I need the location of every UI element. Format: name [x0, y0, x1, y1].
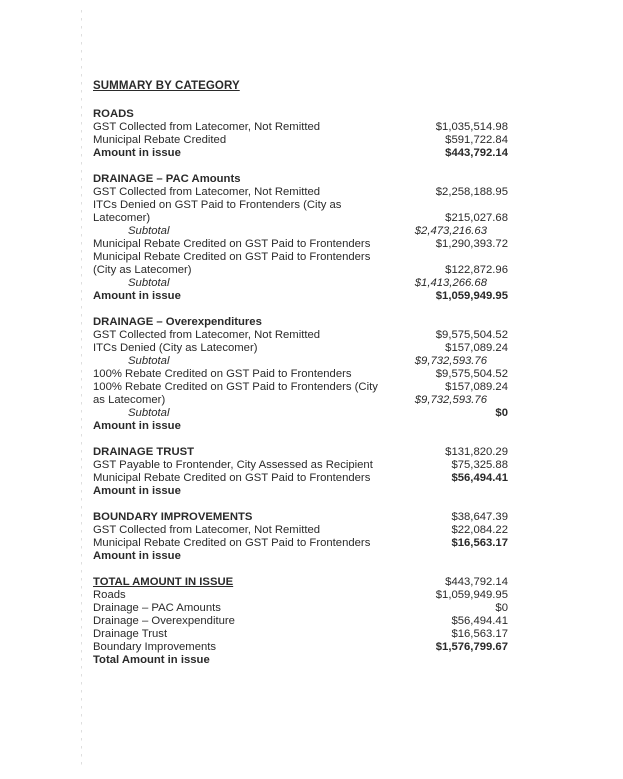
row-amount: $75,325.88 — [451, 459, 508, 471]
row-amount: $157,089.24 — [445, 342, 508, 354]
row-label: GST Collected from Latecomer, Not Remitted — [93, 524, 321, 536]
section-boundary-improvements — [93, 511, 513, 563]
row-amount: $157,089.24 — [445, 381, 508, 393]
row-label: Drainage Trust — [93, 628, 168, 640]
amount-in-issue-value: $443,792.14 — [445, 147, 508, 159]
row-amount: $1,059,949.95 — [435, 589, 508, 601]
subtotal-value: $1,413,266.68 — [414, 277, 487, 289]
section-drainage-pac — [93, 173, 513, 303]
page-title: SUMMARY BY CATEGORY — [93, 80, 240, 92]
section-drainage-overexpenditures — [93, 316, 513, 433]
section-heading: DRAINAGE TRUST — [93, 446, 195, 458]
heading-amount: $443,792.14 — [445, 576, 508, 588]
amount-in-issue-label: Amount in issue — [93, 420, 181, 432]
heading-amount: $131,820.29 — [445, 446, 508, 458]
row-label: GST Collected from Latecomer, Not Remitted — [93, 329, 321, 341]
subtotal-label: Subtotal — [128, 277, 170, 289]
section-roads — [93, 108, 513, 160]
row-label: GST Collected from Latecomer, Not Remitted — [93, 121, 321, 133]
section-total-amount-in-issue — [93, 576, 513, 667]
amount-in-issue-label: Amount in issue — [93, 485, 181, 497]
total-amount-in-issue-label: Total Amount in issue — [93, 654, 210, 666]
row-label: Municipal Rebate Credited on GST Paid to Frontenders — [93, 472, 371, 484]
amount-in-issue-label: Amount in issue — [93, 147, 181, 159]
row-amount: $16,563.17 — [451, 628, 508, 640]
row-amount: $1,290,393.72 — [435, 238, 508, 250]
row-label: GST Collected from Latecomer, Not Remitted — [93, 186, 321, 198]
row-amount: $122,872.96 — [445, 264, 508, 276]
subtotal-value: $9,732,593.76 — [414, 394, 487, 406]
subtotal-value: $2,473,216.63 — [414, 225, 487, 237]
section-heading: BOUNDARY IMPROVEMENTS — [93, 511, 253, 523]
row-amount: $22,084.22 — [451, 524, 508, 536]
row-label: GST Payable to Frontender, City Assessed as Recipient — [93, 459, 373, 471]
row-label: Drainage – Overexpenditure — [93, 615, 235, 627]
row-label: Municipal Rebate Credited — [93, 134, 227, 146]
subtotal-label: Subtotal — [128, 407, 170, 419]
row-label: Roads — [93, 589, 126, 601]
row-amount: $9,575,504.52 — [435, 329, 508, 341]
row-amount: $591,722.84 — [445, 134, 508, 146]
row-amount: $0 — [495, 407, 508, 419]
subtotal-label: Subtotal — [128, 225, 170, 237]
row-amount: $56,494.41 — [451, 615, 508, 627]
row-label: Municipal Rebate Credited on GST Paid to Frontenders — [93, 537, 371, 549]
row-label: ITCs Denied (City as Latecomer) — [93, 342, 258, 354]
row-label: Municipal Rebate Credited on GST Paid to Frontenders — [93, 238, 371, 250]
row-amount: $56,494.41 — [451, 472, 508, 484]
row-amount: $1,576,799.67 — [435, 641, 508, 653]
row-label: ITCs Denied on GST Paid to Frontenders (City as Latecomer) — [93, 199, 342, 224]
row-label: 100% Rebate Credited on GST Paid to Frontenders (City as Latecomer) — [93, 381, 378, 406]
section-heading: DRAINAGE – PAC Amounts — [93, 173, 241, 185]
amount-in-issue-label: Amount in issue — [93, 290, 181, 302]
summary-content — [93, 80, 513, 680]
scan-margin-dots — [81, 10, 82, 770]
row-label: Drainage – PAC Amounts — [93, 602, 221, 614]
row-label: 100% Rebate Credited on GST Paid to Frontenders — [93, 368, 352, 380]
row-amount: $1,035,514.98 — [435, 121, 508, 133]
section-heading: DRAINAGE – Overexpenditures — [93, 316, 262, 328]
row-amount: $16,563.17 — [451, 537, 508, 549]
row-amount: $9,575,504.52 — [435, 368, 508, 380]
section-drainage-trust — [93, 446, 513, 498]
row-amount: $215,027.68 — [445, 212, 508, 224]
row-label: Boundary Improvements — [93, 641, 217, 653]
row-label: Municipal Rebate Credited on GST Paid to Frontenders (City as Latecomer) — [93, 251, 371, 276]
section-heading: ROADS — [93, 108, 134, 120]
heading-amount: $38,647.39 — [451, 511, 508, 523]
subtotal-value: $9,732,593.76 — [414, 355, 487, 367]
row-amount: $0 — [495, 602, 508, 614]
amount-in-issue-label: Amount in issue — [93, 550, 181, 562]
subtotal-label: Subtotal — [128, 355, 170, 367]
row-amount: $2,258,188.95 — [435, 186, 508, 198]
section-heading: TOTAL AMOUNT IN ISSUE — [93, 576, 234, 588]
amount-in-issue-value: $1,059,949.95 — [435, 290, 508, 302]
